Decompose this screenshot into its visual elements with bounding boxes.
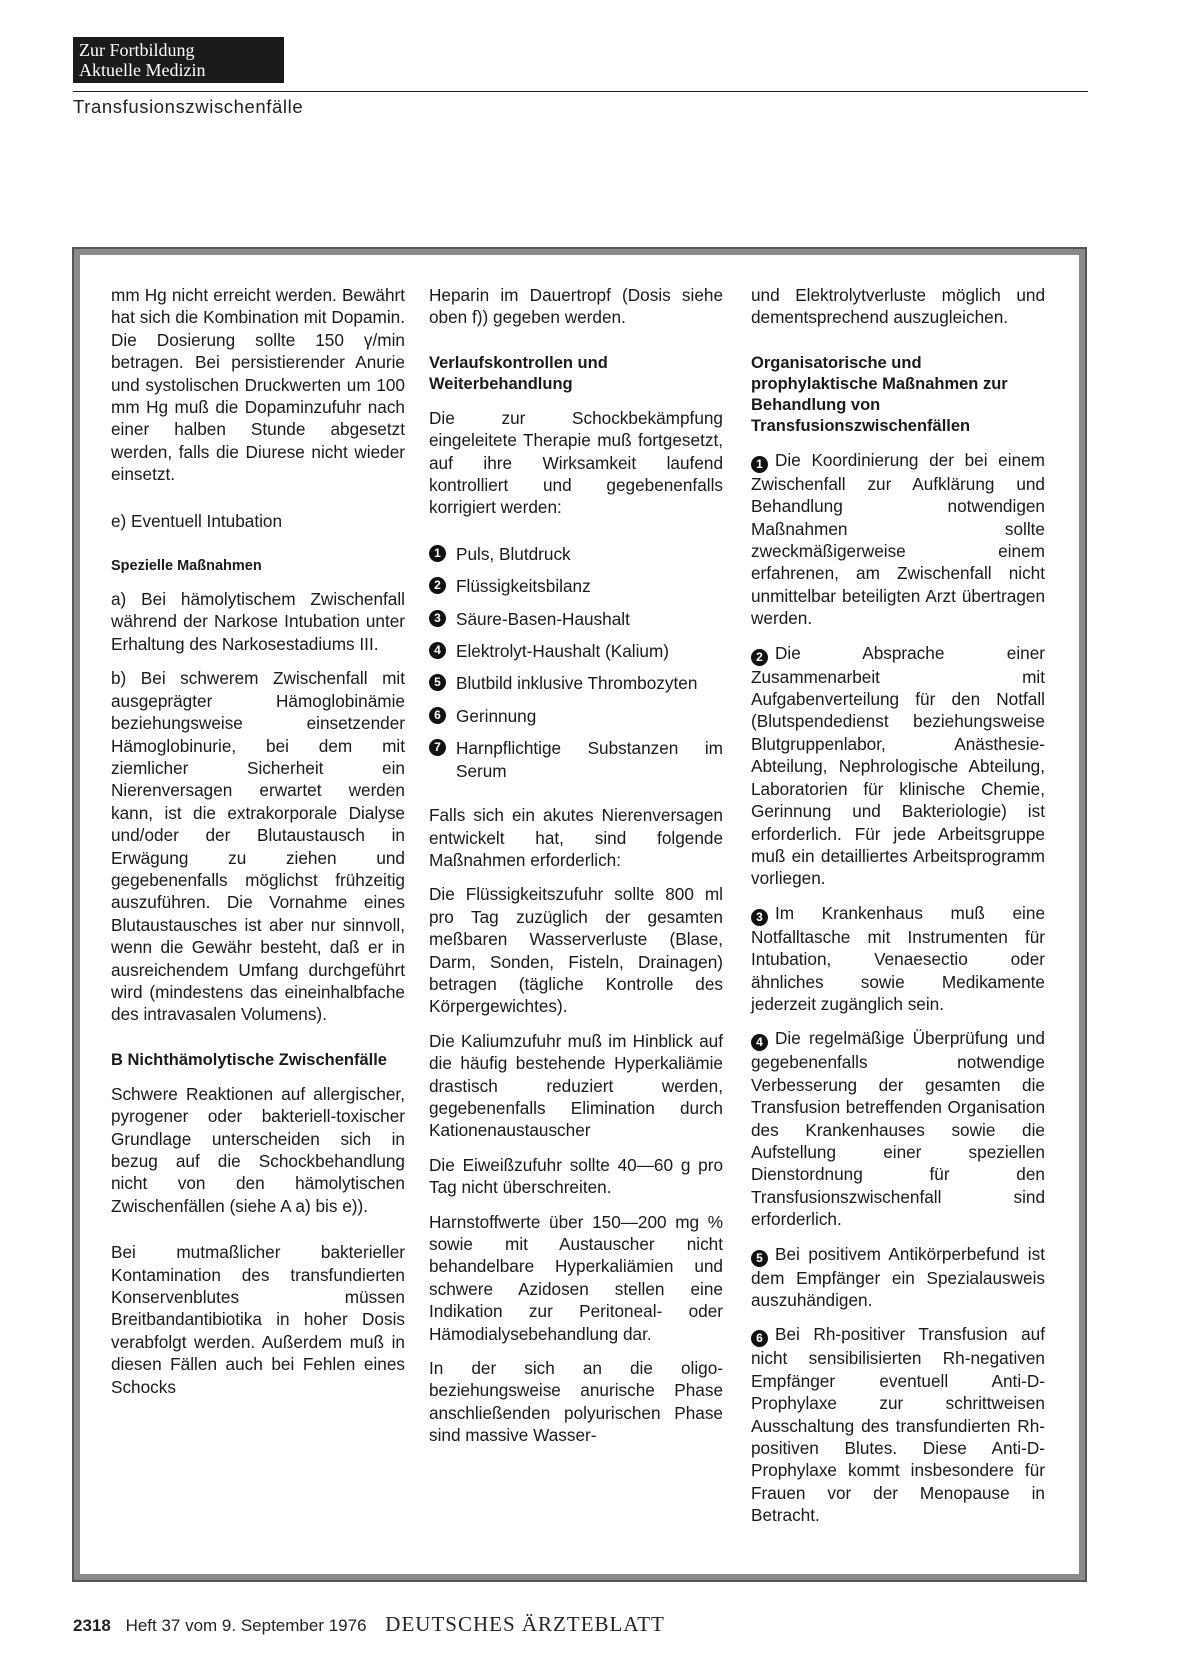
paragraph: Heparin im Dauertropf (Dosis siehe oben f)) gegeben werden. [429, 285, 723, 328]
numbered-bullet-icon: 6 [751, 1330, 768, 1347]
measure-text: Bei positivem Antikörperbefund ist dem Empfänger ein Spezialausweis auszuhändigen. [751, 1243, 1045, 1310]
section-badge [73, 37, 284, 83]
issue-info: Heft 37 vom 9. September 1976 [125, 1616, 367, 1635]
measures-list [751, 449, 1045, 1527]
measure-text: Im Krankenhaus muß eine Notfalltasche mit Instrumenten für Intubation, Venaesectio oder ähnliches sowie Medikamente jederzeit zugänglich sein. [751, 902, 1045, 1014]
paragraph: Die zur Schockbekämpfung eingeleitete Therapie muß fortgesetzt, auf ihre Wirksamkeit laufend kontrolliert und gegebenenfalls korrigiert werden: [429, 407, 723, 518]
paragraph: Die Flüssigkeitszufuhr sollte 800 ml pro Tag zuzüglich der gesamten meßbaren Wasserverluste (Blase, Darm, Sonden, Fisteln, Drainagen) betragen (tägliche Kontrolle des Körpergewichtes). [429, 884, 723, 1017]
list-item-text: Säure-Basen-Haushalt [456, 608, 630, 629]
numbered-bullet-icon: 5 [429, 674, 446, 691]
paragraph: mm Hg nicht erreicht werden. Bewährt hat sich die Kombination mit Dopamin. Die Dosierung sollte 150 γ/min betragen. Bei persistierender Anurie und systolischen Druckwerten um 100 mm Hg muß die Dopaminzufuhr nach einer halben Stunde abgesetzt werden, falls die Diurese nicht wieder einsetzt. [111, 285, 405, 485]
numbered-bullet-icon: 1 [429, 545, 446, 562]
control-list-item [429, 737, 723, 782]
heading-b-nichthaemolytische: B Nichthämolytische Zwischenfälle [111, 1050, 387, 1069]
measure-text: Die Absprache einer Zusammenarbeit mit Aufgabenverteilung für den Notfall (Blutspendedienst beziehungsweise Blutgruppenlabor, Anästhesie-Abteilung, Nephrologische Abteilung, Laboratorien für klinische Chemie, Gerinnung und Bakteriologie) ist erforderlich. Für jede Arbeitsgruppe muß ein detailliertes Arbeitsprogramm vorliegen. [751, 642, 1045, 889]
measure-paragraph [751, 1243, 1045, 1312]
paragraph: a) Bei hämolytischem Zwischenfall während der Narkose Intubation unter Erhaltung des Narkosestadiums III. [111, 589, 405, 654]
journal-name: DEUTSCHES ÄRZTEBLATT [385, 1612, 665, 1636]
numbered-bullet-icon: 4 [751, 1034, 768, 1051]
control-list-item [429, 640, 723, 662]
control-list-item [429, 575, 723, 597]
page-footer [73, 1612, 665, 1637]
list-item-text: Gerinnung [456, 705, 537, 726]
numbered-bullet-icon: 2 [429, 577, 446, 594]
running-title: Transfusionszwischenfälle [73, 96, 304, 117]
control-list-item [429, 543, 723, 565]
list-item-text: Blutbild inklusive Thrombozyten [456, 673, 698, 694]
column-2 [429, 284, 723, 1459]
list-item-text: Harnpflichtige Substanzen im Serum [456, 738, 723, 781]
paragraph: In der sich an die oligo- beziehungsweise anurische Phase anschließenden polyurischen Phase sind massive Wasser- [429, 1358, 723, 1446]
article-frame [72, 247, 1087, 1582]
paragraph: Schwere Reaktionen auf allergischer, pyrogener oder bakteriell-toxischer Grundlage unterscheiden sich in bezug auf die Schockbehandlung nicht von den hämolytischen Zwischenfällen (siehe A a) bis e)). [111, 1083, 405, 1216]
numbered-bullet-icon: 3 [429, 610, 446, 627]
list-item-text: Elektrolyt-Haushalt (Kalium) [456, 641, 669, 662]
measure-text: Bei Rh-positiver Transfusion auf nicht sensibilisierten Rh-negativen Empfänger eventuell Anti-D-Prophylaxe zur schrittweisen Ausschaltung des transfundierten Rh-positiven Blutes. Diese Anti-D-Prophylaxe kommt insbesondere für Frauen vor der Menopause in Betracht. [751, 1324, 1045, 1526]
numbered-bullet-icon: 6 [429, 707, 446, 724]
measure-paragraph [751, 902, 1045, 1016]
heading-verlaufskontrollen: Verlaufskontrollen und Weiterbehandlung [429, 353, 608, 393]
numbered-bullet-icon: 5 [751, 1250, 768, 1267]
control-list [429, 543, 723, 782]
paragraph: b) Bei schwerem Zwischenfall mit ausgeprägter Hämoglobinämie beziehungsweise einsetzender Hämoglobinurie, bei dem mit ziemlicher Sicherheit ein Nierenversagen erwartet werden kann, ist die extrakorporale Dialyse und/oder der Blutaustausch in Erwägung zu ziehen und gegebenenfalls möglichst frühzeitig auszuführen. Die Vornahme eines Blutaustausches ist aber nur sinnvoll, wenn die Gewähr besteht, daß er in ausreichendem Umfang durchgeführt wird (mindestens das eineinhalbfache des intravasalen Volumens). [111, 668, 405, 1025]
control-list-item [429, 705, 723, 727]
paragraph: e) Eventuell Intubation [111, 510, 283, 531]
measure-paragraph [751, 449, 1045, 630]
control-list-item [429, 608, 723, 630]
paragraph: und Elektrolytverluste möglich und dementsprechend auszugleichen. [751, 285, 1045, 328]
header-rule [73, 91, 1088, 92]
heading-organisatorische-massnahmen: Organisatorische und prophylaktische Maßnahmen zur Behandlung von Transfusionszwischenfällen [751, 353, 1008, 435]
column-1 [111, 284, 405, 1410]
paragraph: Die Eiweißzufuhr sollte 40—60 g pro Tag nicht überschreiten. [429, 1154, 723, 1198]
numbered-bullet-icon: 1 [751, 456, 768, 473]
measure-text: Die regelmäßige Überprüfung und gegebenenfalls notwendige Verbesserung der gesamten die Transfusion betreffenden Organisation des Krankenhauses sowie die Aufstellung einer speziellen Dienstordnung für den Transfusionszwischenfall sind erforderlich. [751, 1028, 1045, 1230]
numbered-bullet-icon: 4 [429, 642, 446, 659]
numbered-bullet-icon: 7 [429, 739, 446, 756]
numbered-bullet-icon: 2 [751, 649, 768, 666]
measure-paragraph [751, 1027, 1045, 1230]
list-item-text: Puls, Blutdruck [456, 543, 571, 564]
measure-paragraph [751, 1323, 1045, 1526]
measure-paragraph [751, 642, 1045, 890]
numbered-bullet-icon: 3 [751, 909, 768, 926]
column-3 [751, 284, 1045, 1539]
badge-line-1: Zur Fortbildung [79, 40, 195, 60]
subheading-spezielle-massnahmen: Spezielle Maßnahmen [111, 558, 262, 575]
paragraph: Die Kaliumzufuhr muß im Hinblick auf die häufig bestehende Hyperkaliämie drastisch reduziert werden, gegebenenfalls Elimination durch Kationenaustauscher [429, 1030, 723, 1141]
measure-text: Die Koordinierung der bei einem Zwischenfall zur Aufklärung und Behandlung notwendigen Maßnahmen sollte zweckmäßigerweise einem erfahrenen, am Zwischenfall nicht unmittelbar beteiligten Arzt übertragen werden. [751, 449, 1045, 629]
paragraph: Bei mutmaßlicher bakterieller Kontamination des transfundierten Konservenblutes müssen Breitbandantibiotika in hoher Dosis verabfolgt werden. Außerdem muß in diesen Fällen auch bei Fehlen eines Schocks [111, 1242, 405, 1397]
list-item-text: Flüssigkeitsbilanz [456, 576, 591, 597]
badge-line-2: Aktuelle Medizin [79, 60, 206, 80]
paragraph: Falls sich ein akutes Nierenversagen entwickelt hat, sind folgende Maßnahmen erforderlich: [429, 805, 723, 870]
page-number: 2318 [73, 1616, 111, 1635]
control-list-item [429, 672, 723, 694]
paragraph: Harnstoffwerte über 150—200 mg % sowie mit Austauscher nicht behandelbare Hyperkaliämien und schwere Azidosen stellen eine Indikation zur Peritoneal- oder Hämodialysebehandlung dar. [429, 1211, 723, 1344]
